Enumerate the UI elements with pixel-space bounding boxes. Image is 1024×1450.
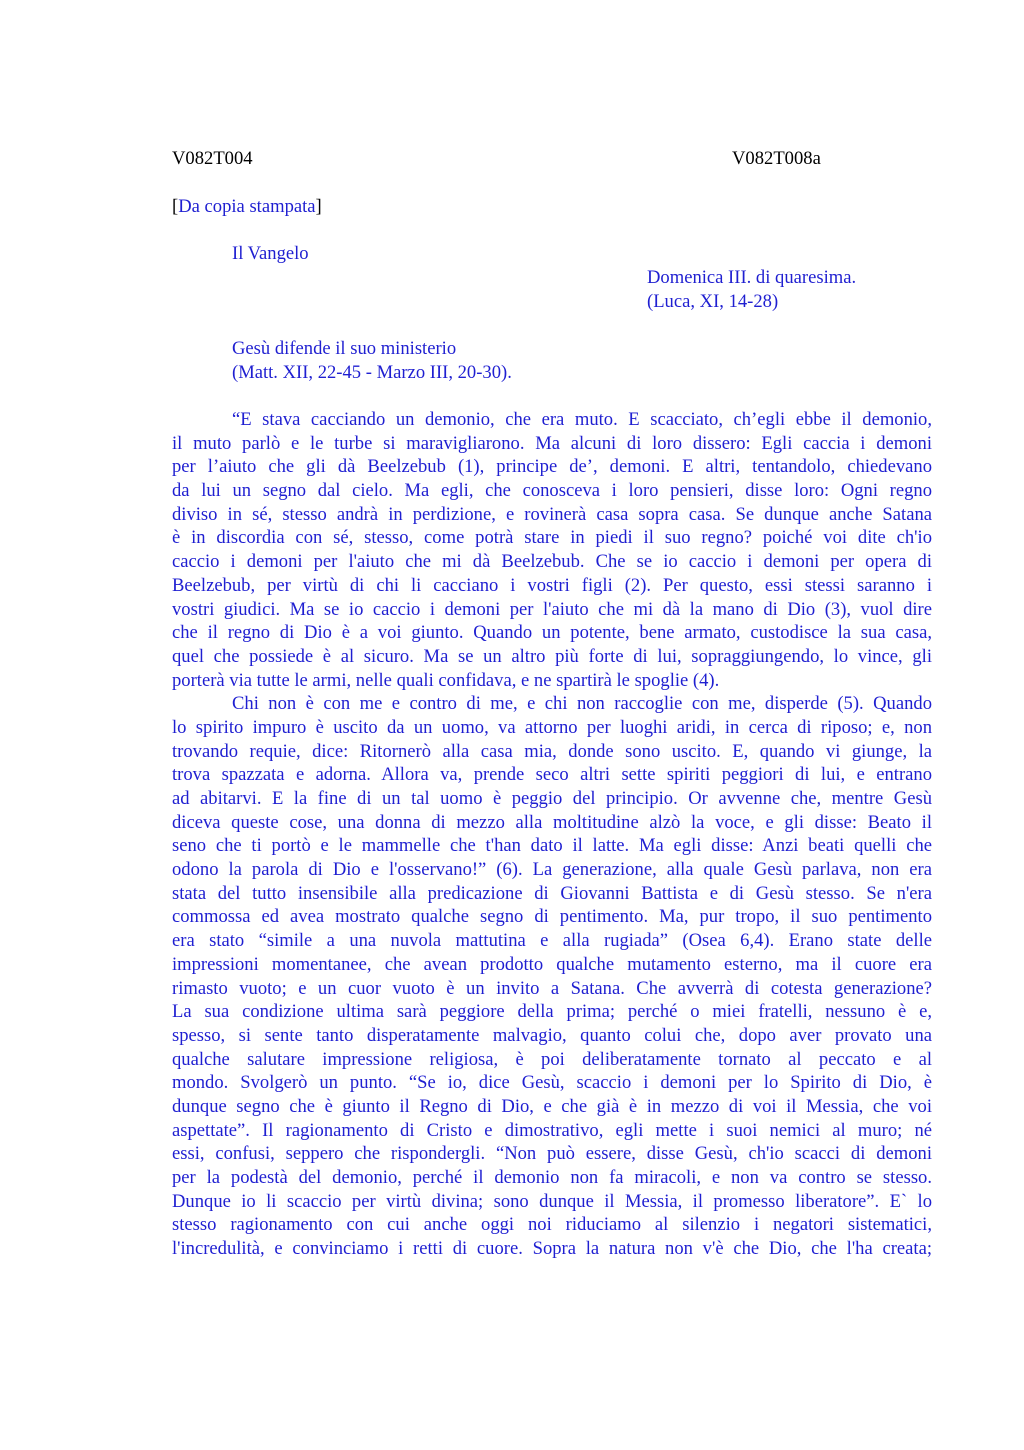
body-line: è in discordia con sé, stesso, come potrà stare in piedi il suo regno? poiché voi dite ch'io — [172, 527, 932, 549]
subtitle-reference: (Matt. XII, 22-45 - Marzo III, 20-30). — [232, 362, 512, 383]
body-line: era stato “simile a una nuvola mattutina e alla rugiada” (Osea 6,4). Erano state delle — [172, 930, 932, 952]
body-line: Dunque io li scaccio per virtù divina; sono dunque il Messia, il promesso liberatore”. E` lo — [172, 1190, 932, 1212]
body-line: Beelzebub, per virtù di chi li cacciano i vostri figli (2). Per questo, essi stessi saranno i — [172, 574, 932, 596]
body-line: lo spirito impuro è uscito da un uomo, va attorno per luoghi aridi, in cerca di riposo; e, non — [172, 716, 932, 738]
body-line: impressioni momentanee, che avean prodotto qualche mutamento esterno, ma il cuore era — [172, 953, 932, 975]
body-line: da lui un segno dal cielo. Ma egli, che conosceva i loro pensieri, disse loro: Ogni regno — [172, 480, 932, 502]
body-line: ad abitarvi. E la fine di un tal uomo è peggio del principio. Or avvenne che, mentre Gesù — [172, 788, 932, 809]
body-line: l'incredulità, e convinciamo i retti di cuore. Sopra la natura non v'è che Dio, che l'ha creata; — [172, 1238, 932, 1260]
body-line: vostri giudici. Ma se io caccio i demoni per l'aiuto che mi dà la mano di Dio (3), vuol dire — [172, 598, 932, 620]
body-line: rimasto vuoto; e un cuor vuoto è un invito a Satana. Che avverrà di cotesta generazione? — [172, 977, 932, 999]
source-note-text: Da copia stampata — [178, 196, 316, 217]
liturgical-day: Domenica III. di quaresima. — [647, 267, 857, 288]
section-title: Il Vangelo — [232, 243, 309, 264]
body-line: La sua condizione ultima sarà peggiore della prima; perché o miei fratelli, nessuno è e, — [172, 1001, 932, 1023]
body-line: per la podestà del demonio, perché il demonio non fa miracoli, e non va contro se stesso. — [172, 1167, 932, 1188]
body-line: qualche salutare impressione religiosa, è poi deliberatamente tornato al peccato e al — [172, 1048, 932, 1070]
body-line: dunque segno che è giunto il Regno di Dio, e che già è in mezzo di voi il Messia, che voi — [172, 1095, 932, 1117]
body-line: “E stava cacciando un demonio, che era muto. E scacciato, ch’egli ebbe il demonio, — [232, 409, 932, 430]
body-line: porterà via tutte le armi, nelle quali confidava, e ne spartirà le spoglie (4). — [172, 669, 720, 691]
body-line: seno che ti portò e le mammelle che t'han dato il latte. Ma egli disse: Anzi beati quelli che — [172, 835, 932, 857]
body-line: stata del tutto insensibile alla predicazione di Giovanni Battista e di Gesù stesso. Se n'era — [172, 882, 932, 904]
source-note — [172, 195, 322, 219]
subtitle: Gesù difende il suo ministerio — [232, 338, 457, 359]
liturgical-reference: (Luca, XI, 14-28) — [647, 291, 779, 312]
body-line: trovando requie, dice: Ritornerò alla casa mia, donde sono uscito. E, quando vi giunge, la — [172, 740, 932, 762]
body-line: per l’aiuto che gli dà Beelzebub (1), principe de’, demoni. E altri, tentandolo, chiedevano — [172, 456, 932, 478]
body-text — [172, 408, 932, 1261]
body-line: essi, confusi, seppero che rispondergli. “Non può essere, disse Gesù, ch'io scacci di demoni — [172, 1143, 932, 1165]
body-line: caccio i demoni per l'aiuto che mi dà Beelzebub. Che se io caccio i demoni per opera di — [172, 551, 932, 573]
body-line: odono la parola di Dio e l'osservano!” (6). La generazione, alla quale Gesù parlava, non era — [172, 859, 932, 881]
body-line: diceva queste cose, una donna di mezzo alla moltitudine alzò la voce, e gli disse: Beato il — [172, 811, 932, 833]
body-line: il muto parlò e le turbe si maravigliarono. Ma alcuni di loro dissero: Egli caccia i demoni — [172, 432, 932, 454]
source-note-close-bracket: ] — [315, 196, 322, 217]
body-line: Chi non è con me e contro di me, e chi non raccoglie con me, disperde (5). Quando — [232, 693, 932, 715]
document-code-right: V082T008a — [732, 148, 821, 169]
body-line: mondo. Svolgerò un punto. “Se io, dice Gesù, scaccio i demoni per lo Spirito di Dio, è — [172, 1072, 932, 1094]
body-line: spesso, si sente tanto disperatamente malvagio, quanto colui che, dopo aver provato una — [172, 1024, 932, 1046]
source-note-open-bracket: [ — [172, 196, 179, 217]
document-code-left: V082T004 — [172, 148, 253, 169]
body-line: commossa ed avea mostrato qualche segno di pentimento. Ma, pur tropo, il suo pentimento — [172, 906, 932, 928]
body-line: trova spazzata e adorna. Allora va, prende seco altri sette spiriti peggiori di lui, e entrano — [172, 764, 932, 786]
body-line: diviso in sé, stesso andrà in perdizione, e rovinerà casa sopra casa. Se dunque anche Satana — [172, 503, 932, 525]
body-line: quel che possiede è al sicuro. Ma se un altro più forte di lui, sopraggiungendo, lo vince, gli — [172, 645, 932, 667]
body-line: aspettate”. Il ragionamento di Cristo e dimostrativo, egli mette i suoi nemici al muro; né — [172, 1119, 932, 1141]
body-line: che il regno di Dio è a voi giunto. Quando un potente, bene armato, custodisce la sua casa, — [172, 622, 932, 644]
body-line: stesso ragionamento con cui anche oggi noi riduciamo al silenzio i negatori sistematici, — [172, 1214, 932, 1236]
